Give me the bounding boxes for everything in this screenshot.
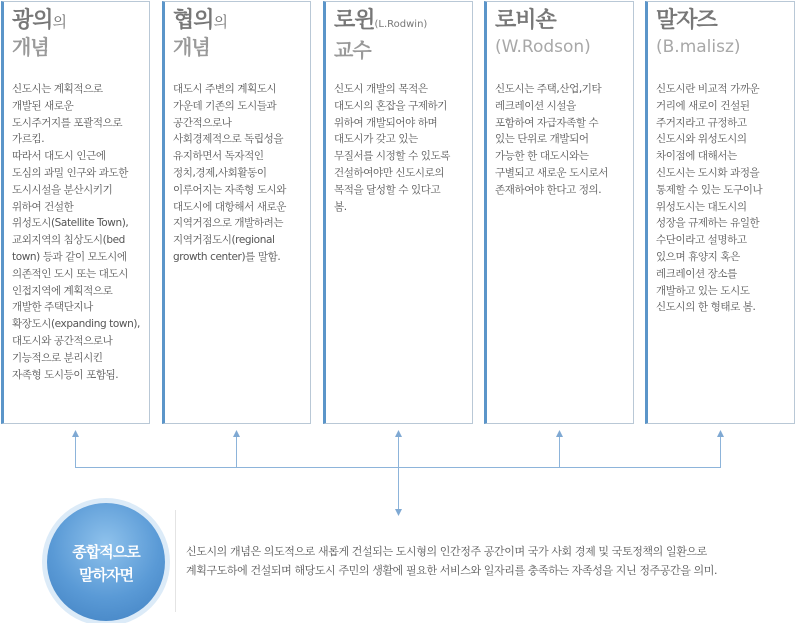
body-line: 도심의 과밀 인구와 과도한 bbox=[12, 166, 128, 179]
badge-line-2: 말하자면 bbox=[79, 566, 133, 584]
body-line: 신도시의 한 형태로 봄. bbox=[656, 301, 756, 314]
column-subtitle: 개념 bbox=[12, 35, 49, 59]
body-line: 교외지역의 침상도시(bed bbox=[12, 234, 125, 247]
body-line: 위하여 개발되어야 하며 bbox=[334, 116, 438, 129]
body-line: 건설하여야만 신도시로의 bbox=[334, 166, 445, 179]
body-line: 의존적인 도시 또는 대도시 bbox=[12, 267, 128, 280]
body-line: 대도시 주변의 계획도시 bbox=[173, 83, 277, 95]
body-line: 구별되고 새로운 도시로서 bbox=[495, 166, 609, 179]
column-subtitle: 개념 bbox=[173, 35, 210, 59]
arrow-up-icon bbox=[395, 430, 402, 437]
body-line: 대도시에 대항해서 새로운 bbox=[173, 200, 287, 213]
summary-text bbox=[186, 542, 717, 580]
arrow-down-icon bbox=[395, 509, 402, 516]
connector-lines bbox=[75, 436, 721, 510]
body-line: 기능적으로 분리시킨 bbox=[12, 351, 103, 364]
column-subtitle: (W.Rodson) bbox=[495, 37, 591, 57]
column-title-suffix: 의 bbox=[52, 13, 68, 31]
body-line: 위성도시는 대도시의 bbox=[656, 200, 747, 213]
body-line: growth center)를 말함. bbox=[173, 250, 281, 263]
body-line: 개발하고 있는 도시도 bbox=[656, 284, 750, 297]
body-line: 도시시설을 분산시키기 bbox=[12, 183, 113, 196]
body-line: 거리에 새로이 건설된 bbox=[656, 99, 750, 112]
body-line: 이루어지는 자족형 도시와 bbox=[173, 183, 287, 196]
body-line: 신도시 개발의 목적은 bbox=[334, 83, 428, 95]
badge-line-1: 종합적으로 bbox=[72, 543, 140, 561]
body-line: 개발한 주택단지나 bbox=[12, 301, 93, 314]
body-line: 따라서 대도시 인근에 bbox=[12, 150, 106, 163]
column-title: 말자즈 bbox=[656, 8, 717, 33]
body-line: 가르킴. bbox=[12, 133, 45, 146]
column-subtitle: (B.malisz) bbox=[656, 37, 741, 57]
body-line: 있으며 휴양지 혹은 bbox=[656, 250, 740, 263]
body-line: 주거지라고 규정하고 bbox=[656, 116, 747, 129]
arrow-up-icon bbox=[233, 430, 240, 437]
body-line: 봄. bbox=[334, 200, 347, 213]
body-line: 대도시와 공간적으로나 bbox=[12, 334, 113, 347]
body-line: 공간적으로나 bbox=[173, 116, 232, 129]
body-line: 포함하여 자급자족할 수 bbox=[495, 116, 599, 129]
column-title: 광의 bbox=[12, 8, 53, 33]
body-line: 수단이라고 설명하고 bbox=[656, 234, 747, 247]
body-line: 위하여 건설한 bbox=[12, 200, 74, 213]
summary-badge bbox=[47, 503, 165, 621]
body-line: 지역거점으로 개발하려는 bbox=[173, 217, 284, 230]
body-line: 확장도시(expanding town), bbox=[12, 318, 140, 331]
body-line: 개발된 새로운 bbox=[12, 99, 74, 112]
body-line: 신도시와 위성도시의 bbox=[656, 133, 747, 146]
body-line: 신도시는 계획적으로 bbox=[12, 83, 103, 95]
body-line: 사회경제적으로 독립성을 bbox=[173, 133, 284, 146]
body-line: 있는 단위로 개발되어 bbox=[495, 133, 589, 146]
body-line: 정치,경제,사회활동이 bbox=[173, 166, 267, 179]
body-line: 대도시의 혼잡을 구제하기 bbox=[334, 99, 448, 112]
body-line: 가운데 기존의 도시들과 bbox=[173, 99, 277, 112]
body-line: 인접지역에 계획적으로 bbox=[12, 284, 113, 297]
body-line: 차이점에 대해서는 bbox=[656, 150, 737, 163]
column-title-suffix: (L.Rodwin) bbox=[374, 19, 428, 30]
arrow-up-icon bbox=[72, 430, 79, 437]
body-line: 성장을 규제하는 유일한 bbox=[656, 217, 760, 230]
body-line: 신도시는 주택,산업,기타 bbox=[495, 83, 602, 95]
arrow-up-icon bbox=[556, 430, 563, 437]
body-line: 유지하면서 독자적인 bbox=[173, 150, 264, 163]
summary-line: 계획구도하에 건설되며 해당도시 주민의 생활에 필요한 서비스와 일자리를 충족하는 자족성을 지닌 정주공간을 의미. bbox=[186, 564, 718, 577]
body-line: 위성도시(Satellite Town), bbox=[12, 217, 129, 230]
body-line: 지역거점도시(regional bbox=[173, 234, 275, 247]
arrow-up-icon bbox=[717, 430, 724, 437]
column-title: 협의 bbox=[173, 8, 214, 33]
body-line: 자족형 도시등이 포함됨. bbox=[12, 368, 119, 381]
summary-line: 신도시의 개념은 의도적으로 새롭게 건설되는 도시형의 인간정주 공간이며 국가 사회 경제 및 국토정책의 일환으로 bbox=[186, 545, 707, 558]
body-line: 레크레이션 시설을 bbox=[495, 99, 576, 112]
body-line: town) 등과 같이 모도시에 bbox=[12, 250, 127, 263]
column-title: 로윈 bbox=[334, 8, 375, 33]
column-title-suffix: 의 bbox=[213, 13, 229, 31]
body-line: 도시주거지를 포괄적으로 bbox=[12, 116, 123, 129]
body-line: 대도시가 갖고 있는 bbox=[334, 133, 418, 146]
body-line: 존재하여야 한다고 정의. bbox=[495, 183, 602, 196]
column-title: 로비숀 bbox=[495, 8, 556, 33]
body-line: 레크레이션 장소를 bbox=[656, 267, 737, 280]
body-line: 신도시란 비교적 가까운 bbox=[656, 83, 760, 95]
body-line: 신도시는 도시화 과정을 bbox=[656, 166, 760, 179]
body-line: 목적을 달성할 수 있다고 bbox=[334, 183, 441, 196]
body-line: 통제할 수 있는 도구이나 bbox=[656, 183, 763, 196]
column-subtitle: 교수 bbox=[334, 38, 371, 62]
body-line: 가능한 한 대도시와는 bbox=[495, 150, 589, 163]
body-line: 무질서를 시정할 수 있도록 bbox=[334, 150, 450, 163]
